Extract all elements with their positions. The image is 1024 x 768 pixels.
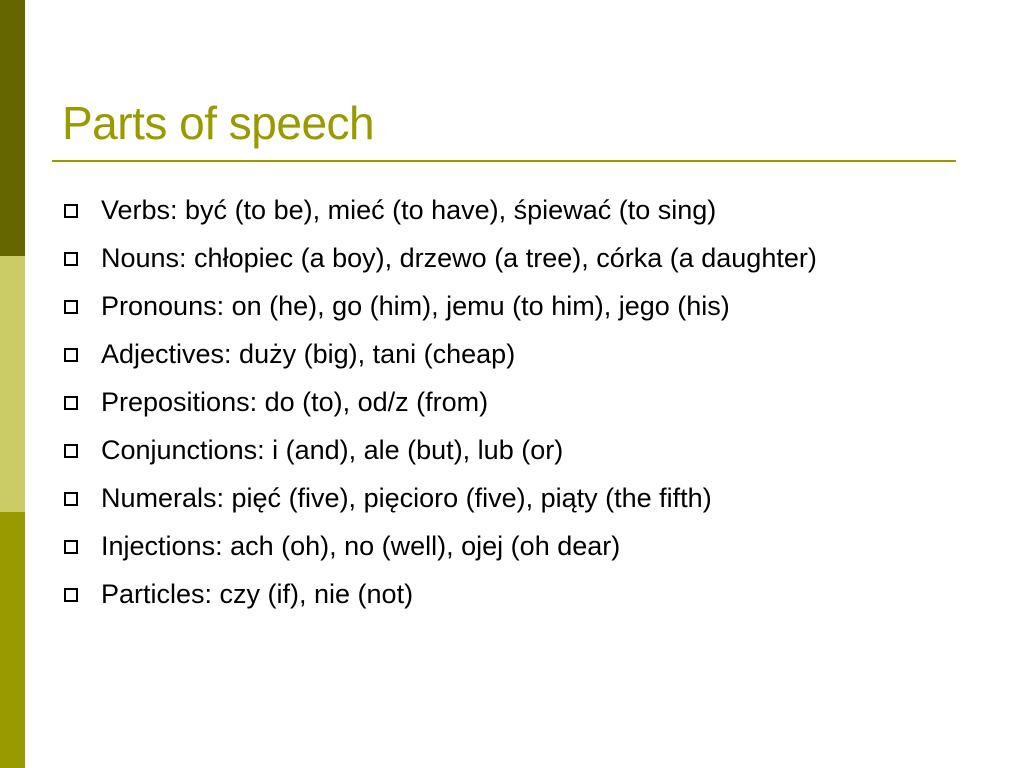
hollow-square-bullet-icon: [64, 204, 78, 218]
hollow-square-bullet-icon: [64, 492, 78, 506]
title-divider: [52, 160, 956, 162]
bullet-text: Nouns: chłopiec (a boy), drzewo (a tree), córka (a daughter): [101, 243, 817, 273]
bullet-text: Particles: czy (if), nie (not): [101, 579, 414, 609]
bullet-text: Prepositions: do (to), od/z (from): [101, 387, 489, 417]
bullet-text: Conjunctions: i (and), ale (but), lub (or): [101, 435, 564, 465]
bullet-item-conjunctions: [64, 430, 944, 471]
side-bar-dark-segment: [0, 0, 25, 256]
hollow-square-bullet-icon: [64, 444, 78, 458]
bullet-item-adjectives: [64, 334, 944, 375]
bullet-list: [64, 190, 944, 622]
hollow-square-bullet-icon: [64, 396, 78, 410]
bullet-item-prepositions: [64, 382, 944, 423]
bullet-item-particles: [64, 574, 944, 615]
hollow-square-bullet-icon: [64, 348, 78, 362]
bullet-text: Pronouns: on (he), go (him), jemu (to him), jego (his): [101, 291, 730, 321]
bullet-item-injections: [64, 526, 944, 567]
bullet-text: Adjectives: duży (big), tani (cheap): [101, 339, 516, 369]
hollow-square-bullet-icon: [64, 300, 78, 314]
hollow-square-bullet-icon: [64, 588, 78, 602]
side-bar-light-segment: [0, 256, 25, 512]
bullet-text: Numerals: pięć (five), pięcioro (five), piąty (the fifth): [101, 483, 712, 513]
bullet-text: Injections: ach (oh), no (well), ojej (oh dear): [101, 531, 621, 561]
bullet-item-nouns: [64, 238, 944, 279]
bullet-text: Verbs: być (to be), mieć (to have), śpiewać (to sing): [101, 195, 717, 225]
hollow-square-bullet-icon: [64, 540, 78, 554]
bullet-item-verbs: [64, 190, 944, 231]
hollow-square-bullet-icon: [64, 252, 78, 266]
side-bar-mid-segment: [0, 512, 25, 768]
bullet-item-numerals: [64, 478, 944, 519]
slide-title: Parts of speech: [62, 97, 375, 149]
bullet-item-pronouns: [64, 286, 944, 327]
